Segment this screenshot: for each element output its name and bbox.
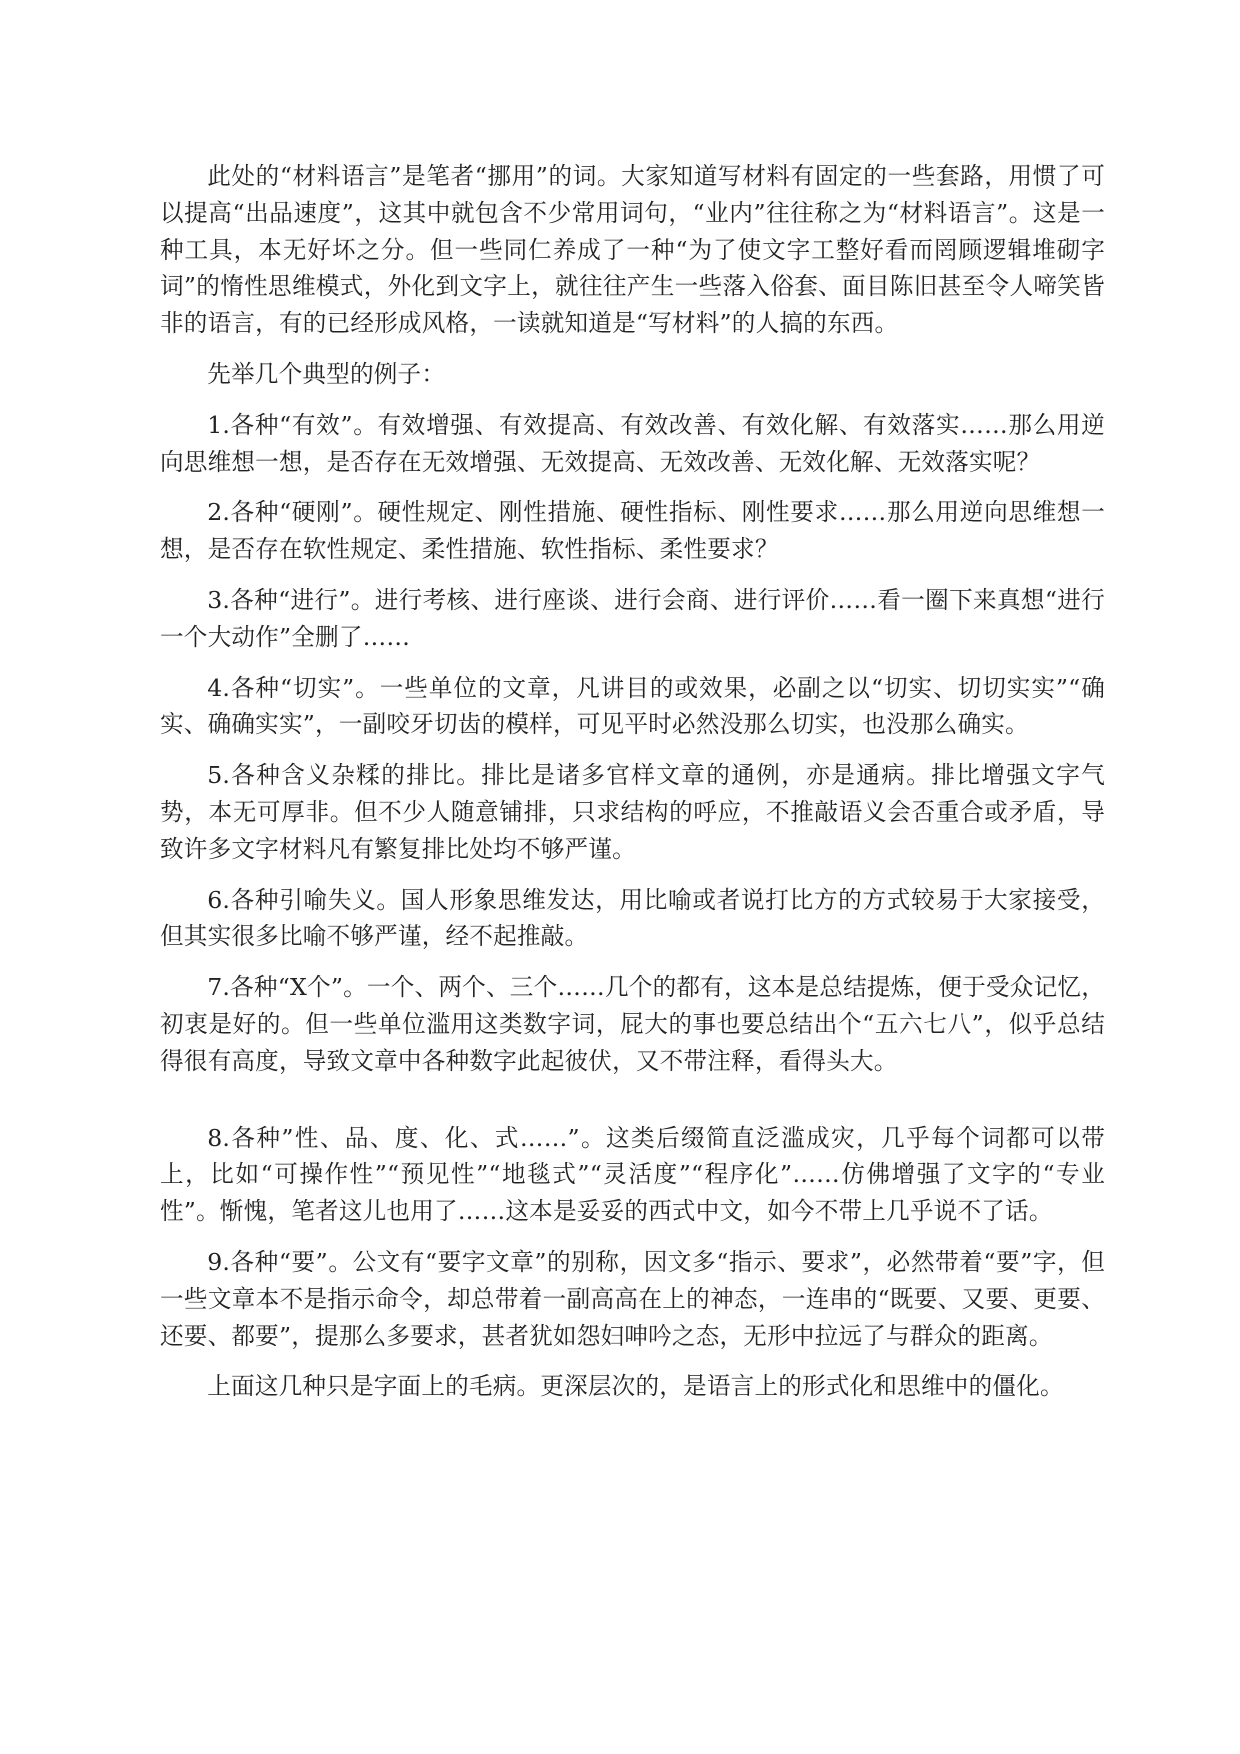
paragraph-examples-lead: 先举几个典型的例子： <box>207 359 446 388</box>
paragraph-item-6: 6.各种引喻失义。国人形象思维发达，用比喻或者说打比方的方式较易于大家接受，但其实很多比喻不够严谨，经不起推敲。 <box>160 885 1105 951</box>
paragraph-intro: 此处的“材料语言”是笔者“挪用”的词。大家知道写材料有固定的一些套路，用惯了可以提高“出品速度”，这其中就包含不少常用词句，“业内”往往称之为“材料语言”。这是一种工具，本无好坏之分。但一些同仁养成了一种“为了使文字工整好看而罔顾逻辑堆砌字词”的惰性思维模式，外化到文字上，就往往产生一些落入俗套、面目陈旧甚至令人啼笑皆非的语言，有的已经形成风格，一读就知道是“写材料”的人搞的东西。 <box>160 162 1105 338</box>
paragraph-conclusion: 上面这几种只是字面上的毛病。更深层次的，是语言上的形式化和思维中的僵化。 <box>207 1372 1064 1401</box>
paragraph-item-9: 9.各种“要”。公文有“要字文章”的别称，因文多“指示、要求”，必然带着“要”字，但一些文章本不是指示命令，却总带着一副高高在上的神态，一连串的“既要、又要、更要、还要、都要”，提那么多要求，甚者犹如怨妇呻吟之态，无形中拉远了与群众的距离。 <box>160 1247 1105 1350</box>
paragraph-item-8: 8.各种”性、品、度、化、式……”。这类后缀简直泛滥成灾，几乎每个词都可以带上，比如“可操作性”“预见性”“地毯式”“灵活度”“程序化”……仿佛增强了文字的“专业性”。惭愧，笔者这儿也用了……这本是妥妥的西式中文，如今不带上几乎说不了话。 <box>160 1123 1105 1226</box>
paragraph-item-3: 3.各种“进行”。进行考核、进行座谈、进行会商、进行评价……看一圈下来真想“进行一个大动作”全删了…… <box>160 585 1105 651</box>
document-body <box>160 158 1105 1419</box>
paragraph-item-1: 1.各种“有效”。有效增强、有效提高、有效改善、有效化解、有效落实……那么用逆向思维想一想，是否存在无效增强、无效提高、无效改善、无效化解、无效落实呢？ <box>160 410 1105 476</box>
paragraph-item-7: 7.各种“X个”。一个、两个、三个……几个的都有，这本是总结提炼，便于受众记忆，初衷是好的。但一些单位滥用这类数字词，屁大的事也要总结出个“五六七八”，似乎总结得很有高度，导致文章中各种数字此起彼伏，又不带注释，看得头大。 <box>160 973 1105 1075</box>
paragraph-item-5: 5.各种含义杂糅的排比。排比是诸多官样文章的通例，亦是通病。排比增强文字气势，本无可厚非。但不少人随意铺排，只求结构的呼应，不推敲语义会否重合或矛盾，导致许多文字材料凡有繁复排比处均不够严谨。 <box>160 761 1105 863</box>
paragraph-item-4: 4.各种“切实”。一些单位的文章，凡讲目的或效果，必副之以“切实、切切实实”“确实、确确实实”，一副咬牙切齿的模样，可见平时必然没那么切实，也没那么确实。 <box>160 673 1105 739</box>
paragraph-item-2: 2.各种“硬刚”。硬性规定、刚性措施、硬性指标、刚性要求……那么用逆向思维想一想，是否存在软性规定、柔性措施、软性指标、柔性要求？ <box>160 498 1105 564</box>
